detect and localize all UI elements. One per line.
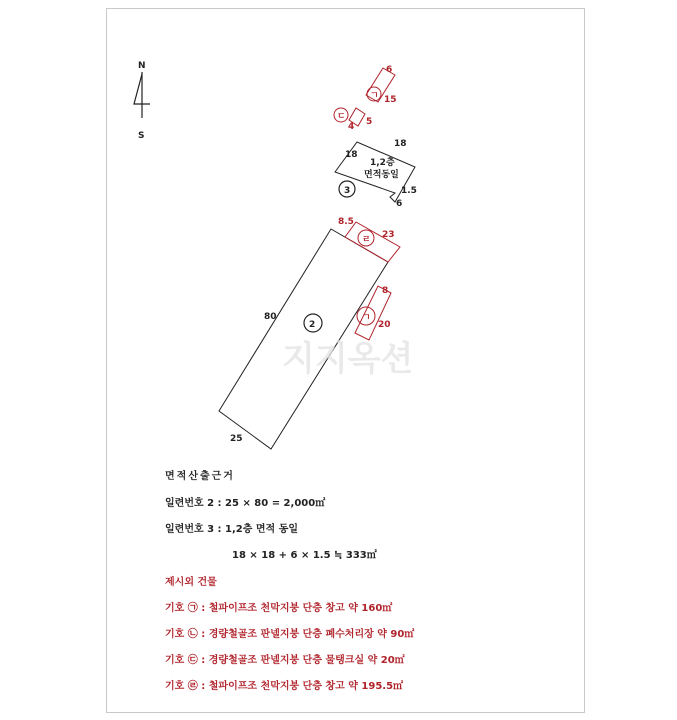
building-2-dim-short: 25 — [230, 434, 243, 444]
shed-c-dim-h: 23 — [382, 230, 395, 240]
building-3-dim-small1: 1.5 — [401, 186, 417, 196]
extra-buildings-title: 제시외 건물 — [165, 577, 217, 588]
shed-a-outline — [366, 65, 397, 105]
building-3-number: 3 — [344, 186, 351, 196]
watermark-text: 지지옥션 — [282, 339, 414, 379]
shed-d-dim-h: 20 — [378, 320, 391, 330]
extra-item-4: 기호 ㉣ : 철파이프조 천막지붕 단층 창고 약 195.5㎡ — [165, 681, 404, 692]
shed-c-symbol: ㄹ — [362, 235, 371, 245]
building-3-dim-left: 18 — [345, 150, 358, 160]
shed-d-dim-w: 8 — [382, 286, 389, 296]
building-2-dim-long: 80 — [264, 312, 277, 322]
compass-south: S — [138, 131, 145, 141]
north-arrow-icon — [134, 61, 150, 141]
building-2-number: 2 — [309, 320, 316, 330]
shed-b-outline — [334, 108, 372, 132]
shed-c-outline — [338, 217, 400, 262]
calc-lot-3-formula: 18 × 18 + 6 × 1.5 ≒ 333㎡ — [232, 550, 377, 561]
calc-lot-3: 일련번호 3 : 1,2층 면적 동일 — [165, 524, 299, 535]
calc-title: 면적산출근거 — [165, 471, 235, 482]
shed-b-dim-w: 4 — [348, 122, 355, 132]
shed-a-symbol: ㄱ — [370, 91, 379, 101]
extra-item-2: 기호 ㉡ : 경량철골조 판넬지붕 단층 폐수처리장 약 90㎡ — [165, 629, 415, 640]
building-3-dim-small2: 6 — [396, 199, 403, 209]
shed-b-symbol: ㄷ — [337, 112, 346, 122]
shed-a-dim-w: 6 — [386, 65, 393, 75]
building-3-outline — [335, 139, 417, 209]
compass-north: N — [138, 61, 146, 71]
building-3-label-2: 면적동일 — [364, 170, 399, 180]
shed-d-outline — [355, 286, 391, 340]
extra-item-1: 기호 ㉠ : 철파이프조 천막지붕 단층 창고 약 160㎡ — [165, 603, 393, 614]
shed-c-dim-w: 8.5 — [338, 217, 354, 227]
building-3-label-1: 1,2층 — [370, 158, 395, 168]
extra-item-3: 기호 ㉢ : 경량철골조 판넬지붕 단층 물탱크실 약 20㎡ — [165, 655, 405, 666]
shed-b-dim-h: 5 — [366, 117, 373, 127]
building-3-dim-top: 18 — [394, 139, 407, 149]
shed-d-symbol: ㄱ — [362, 313, 371, 323]
shed-a-dim-h: 15 — [384, 95, 397, 105]
calc-lot-2: 일련번호 2 : 25 × 80 = 2,000㎡ — [165, 498, 326, 509]
